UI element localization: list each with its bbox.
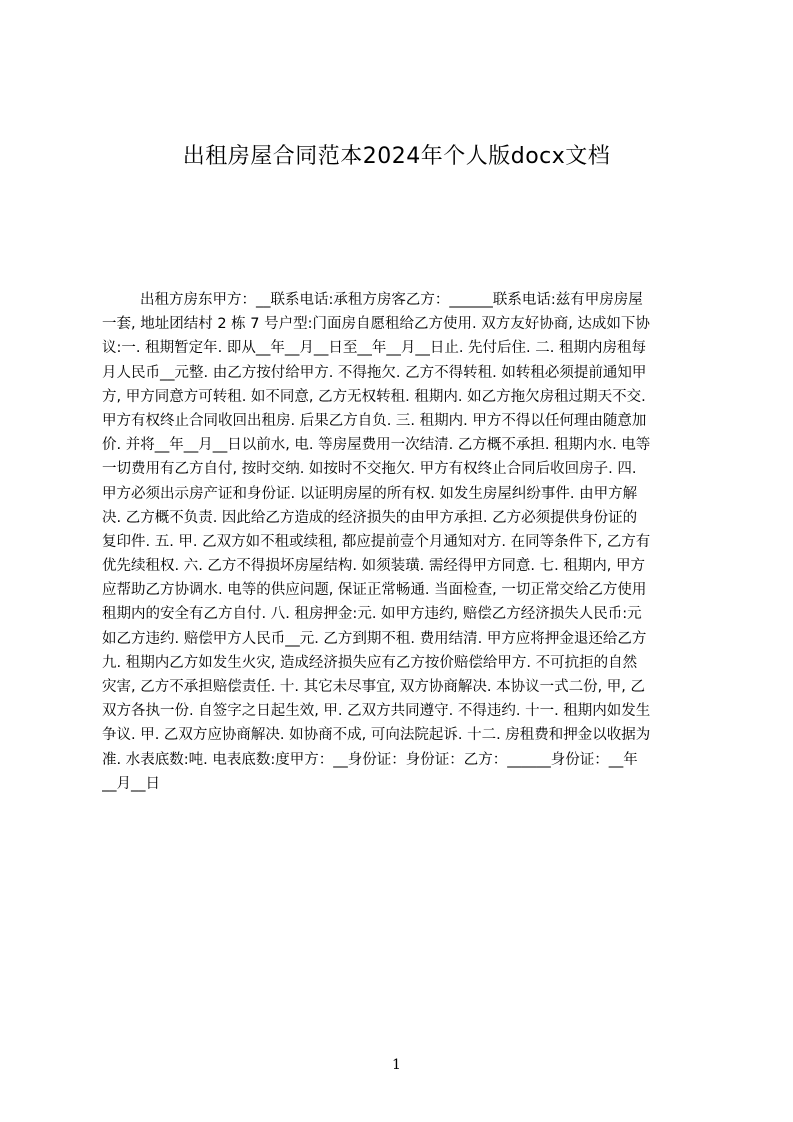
body-line: 优先续租权. 六. 乙方不得损坏房屋结构. 如须装璜. 需经得甲方同意. 七. 租期内, 甲方 <box>102 558 646 575</box>
document-title: 出租房屋合同范本2024年个人版docx文档 <box>182 144 611 169</box>
contract-body <box>102 288 702 796</box>
body-line: 月人民币__元整. 由乙方按付给甲方. 不得拖欠. 乙方不得转租. 如转租必须提前通知甲 <box>102 364 647 381</box>
body-line: 决. 乙方概不负责. 因此给乙方造成的经济损失的由甲方承担. 乙方必须提供身份证的 <box>102 509 638 526</box>
body-line: 出租方房东甲方：__联系电话:承租方房客乙方：______联系电话:兹有甲房房屋 <box>140 292 643 308</box>
body-line: 九. 租期内乙方如发生火灾, 造成经济损失应有乙方按价赔偿给甲方. 不可抗拒的自然 <box>102 654 638 671</box>
body-line: 租期内的安全有乙方自付. 八. 租房押金:元. 如甲方违约, 赔偿乙方经济损失人民币:元 <box>102 606 642 623</box>
body-line: 甲方必须出示房产证和身份证. 以证明房屋的所有权. 如发生房屋纠纷事件. 由甲方解 <box>102 485 638 502</box>
body-line: 一套, 地址团结村 2 栋 7 号户型:门面房自愿租给乙方使用. 双方友好协商, 达成如下协 <box>102 316 650 333</box>
body-line: 方, 甲方同意方可转租. 如不同意, 乙方无权转租. 租期内. 如乙方拖欠房租过期天不交. <box>102 388 646 405</box>
body-line: 灾害, 乙方不承担赔偿责任. 十. 其它未尽事宜, 双方协商解决. 本协议一式二份, 甲, 乙 <box>102 679 646 695</box>
body-line: 复印件. 五. 甲. 乙双方如不租或续租, 都应提前壹个月通知对方. 在同等条件下, 乙方有 <box>102 533 651 550</box>
body-line: 争议. 甲. 乙双方应协商解决. 如协商不成, 可向法院起诉. 十二. 房租费和押金以收据为 <box>102 727 651 744</box>
body-line: __月__日 <box>102 775 160 792</box>
body-line: 甲方有权终止合同收回出租房. 后果乙方自负. 三. 租期内. 甲方不得以任何理由随意加 <box>102 412 647 429</box>
page-number: 1 <box>392 1057 401 1073</box>
body-line: 双方各执一份. 自签字之日起生效, 甲. 乙双方共同遵守. 不得违约. 十一. 租期内如发生 <box>102 703 651 720</box>
body-line: 一切费用有乙方自付, 按时交纳. 如按时不交拖欠. 甲方有权终止合同后收回房子. 四. <box>102 461 637 478</box>
body-line: 准. 水表底数:吨. 电表底数:度甲方：__身份证：身份证：乙方：______身份证：__年 <box>102 751 638 768</box>
body-line: 如乙方违约. 赔偿甲方人民币__元. 乙方到期不租. 费用结清. 甲方应将押金退还给乙方 <box>102 630 647 647</box>
body-line: 议:一. 租期暂定年. 即从__年__月__日至__年__月__日止. 先付后住. 二. 租期内房租每 <box>102 340 646 357</box>
body-line: 价. 并将__年__月__日以前水, 电. 等房屋费用一次结清. 乙方概不承担. 租期内水. 电等 <box>102 437 651 454</box>
body-line: 应帮助乙方协调水. 电等的供应问题, 保证正常畅通. 当面检查, 一切正常交给乙方使用 <box>102 582 647 599</box>
